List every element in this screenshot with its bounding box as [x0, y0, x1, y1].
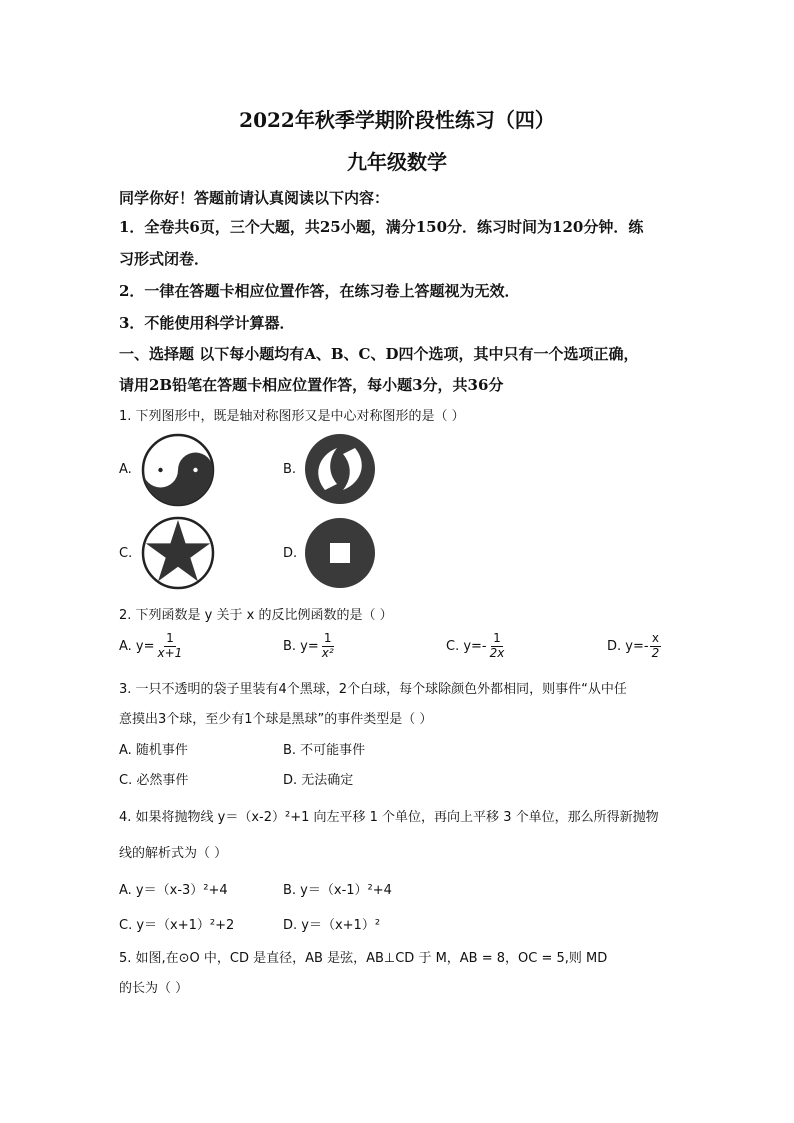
q2-option-c [446, 632, 507, 661]
q4-option-d: D. y＝（x+1）² [283, 918, 381, 933]
q3-option-b: B. 不可能事件 [283, 743, 366, 758]
section1-heading-line2: 请用2B铅笔在答题卡相应位置作答，每小题3分，共36分 [119, 376, 504, 394]
q2-option-b [283, 632, 337, 661]
instruction-2: 2．一律在答题卡相应位置作答，在练习卷上答题视为无效． [119, 282, 520, 300]
q2-option-a-prefix: A. y= [119, 638, 155, 654]
q2-option-a-fraction [156, 632, 185, 661]
q2-option-a-numerator: 1 [166, 631, 174, 645]
q2-option-d-fraction [650, 632, 662, 661]
q2-option-b-denominator: x² [321, 645, 334, 660]
q3-option-a: A. 随机事件 [119, 743, 188, 758]
instructions-greeting: 同学你好！答题前请认真阅读以下内容： [119, 189, 390, 207]
coin-square-hole-icon [303, 516, 377, 590]
q5-stem-line1: 5. 如图,在⊙O 中，CD 是直径，AB 是弦，AB⊥CD 于 M，AB = 8，OC = 5,则 MD [119, 951, 608, 966]
q2-option-c-fraction [488, 632, 507, 661]
q4-option-b: B. y＝（x-1）²+4 [283, 883, 392, 898]
q3-stem-line1: 3. 一只不透明的袋子里装有4个黑球，2个白球，每个球除颜色外都相同，则事件“从中任 [119, 682, 627, 697]
exam-title: 2022年秋季学期阶段性练习（四） [239, 108, 555, 132]
yin-yang-icon [141, 433, 215, 507]
q1-option-b-label: B. [283, 462, 297, 477]
q2-option-c-denominator: 2x [489, 645, 505, 660]
section1-heading-line1: 一、选择题 以下每小题均有A、B、C、D四个选项，其中只有一个选项正确， [119, 345, 639, 363]
q4-option-c: C. y＝（x+1）²+2 [119, 918, 235, 933]
q4-stem-line2: 线的解析式为（ ） [119, 846, 228, 861]
instruction-3: 3．不能使用科学计算器． [119, 314, 295, 332]
exam-subtitle: 九年级数学 [347, 150, 447, 174]
q1-stem: 1. 下列图形中，既是轴对称图形又是中心对称图形的是（ ） [119, 409, 465, 424]
q4-stem-line1: 4. 如果将抛物线 y＝（x-2）²+1 向左平移 1 个单位，再向上平移 3 个单位，那么所得新抛物 [119, 810, 659, 825]
star-in-circle-icon [141, 516, 215, 590]
q2-option-b-numerator: 1 [323, 631, 332, 645]
q3-stem-line2: 意摸出3个球，至少有1个球是黑球”的事件类型是（ ） [119, 712, 433, 727]
q2-option-d-prefix: D. y=- [607, 638, 649, 654]
q2-option-b-prefix: B. y= [283, 638, 319, 654]
q2-option-a [119, 632, 185, 661]
q1-option-c-label: C. [119, 546, 133, 561]
q2-option-d-denominator: 2 [651, 645, 660, 660]
q5-stem-line2: 的长为（ ） [119, 981, 189, 996]
q2-option-b-fraction [320, 632, 336, 661]
q2-option-a-denominator: x+1 [157, 645, 183, 660]
q2-stem: 2. 下列函数是 y 关于 x 的反比例函数的是（ ） [119, 608, 393, 623]
instruction-1-line2: 习形式闭卷． [119, 250, 210, 268]
instruction-1-line1: 1．全卷共6页，三个大题，共25小题，满分150分．练习时间为120分钟．练 [119, 218, 644, 236]
q2-option-d [607, 632, 662, 661]
q3-option-d: D. 无法确定 [283, 773, 354, 788]
q2-option-c-prefix: C. y=- [446, 638, 487, 654]
swirl-icon [303, 432, 377, 506]
q2-option-d-numerator: x [651, 631, 659, 645]
q1-option-a-label: A. [119, 462, 132, 477]
q3-option-c: C. 必然事件 [119, 773, 189, 788]
q4-option-a: A. y＝（x-3）²+4 [119, 883, 228, 898]
q2-option-c-numerator: 1 [493, 631, 501, 645]
q1-option-d-label: D. [283, 546, 298, 561]
